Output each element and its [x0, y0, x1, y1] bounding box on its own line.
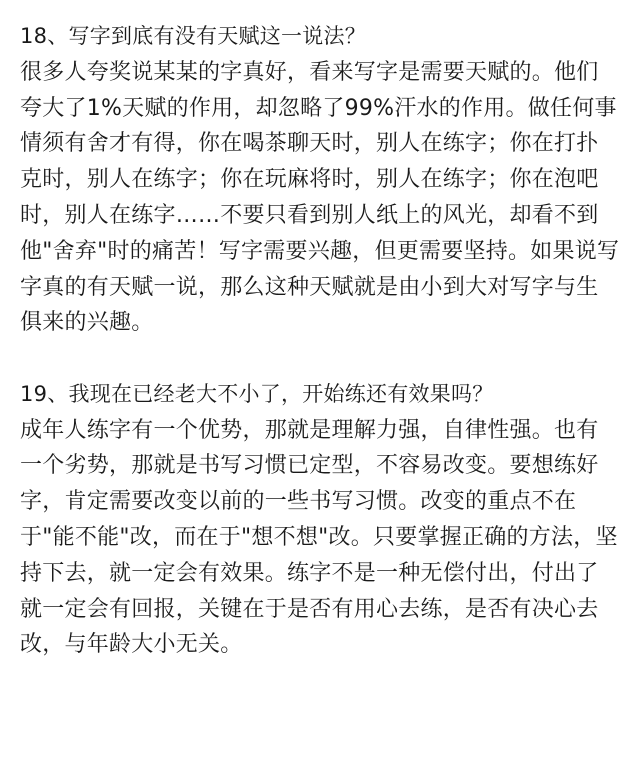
answer-line: 时，别人在练字……不要只看到别人纸上的风光，却看不到	[20, 202, 599, 228]
answer-line: 一个劣势，那就是书写习惯已定型，不容易改变。要想练好	[20, 453, 599, 479]
answer-line: 持下去，就一定会有效果。练字不是一种无偿付出，付出了	[20, 560, 599, 586]
qa-section-18	[20, 19, 628, 341]
qa-section-19	[20, 377, 628, 663]
answer-line: 他"舍弃"时的痛苦！写字需要兴趣，但更需要坚持。如果说写	[20, 238, 620, 264]
question-heading: 18、写字到底有没有天赋这一说法？	[20, 24, 366, 48]
answer-line: 情须有舍才有得，你在喝茶聊天时，别人在练字；你在打扑	[20, 131, 599, 157]
answer-line: 夸大了1%天赋的作用，却忽略了99%汗水的作用。做任何事	[20, 95, 617, 121]
answer-line: 就一定会有回报，关键在于是否有用心去练，是否有决心去	[20, 596, 599, 622]
answer-line: 俱来的兴趣。	[20, 310, 154, 336]
answer-line: 克时，别人在练字；你在玩麻将时，别人在练字；你在泡吧	[20, 167, 599, 193]
answer-line: 于"能不能"改，而在于"想不想"改。只要掌握正确的方法，坚	[20, 524, 618, 550]
answer-line: 很多人夸奖说某某的字真好，看来写字是需要天赋的。他们	[20, 59, 599, 85]
answer-line: 字真的有天赋一说，那么这种天赋就是由小到大对写字与生	[20, 274, 599, 300]
answer-line: 成年人练字有一个优势，那就是理解力强，自律性强。也有	[20, 417, 599, 443]
answer-line: 改，与年龄大小无关。	[20, 632, 243, 658]
answer-line: 字，肯定需要改变以前的一些书写习惯。改变的重点不在	[20, 489, 577, 515]
section-spacer	[20, 341, 628, 377]
question-heading: 19、我现在已经老大不小了，开始练还有效果吗？	[20, 381, 494, 406]
